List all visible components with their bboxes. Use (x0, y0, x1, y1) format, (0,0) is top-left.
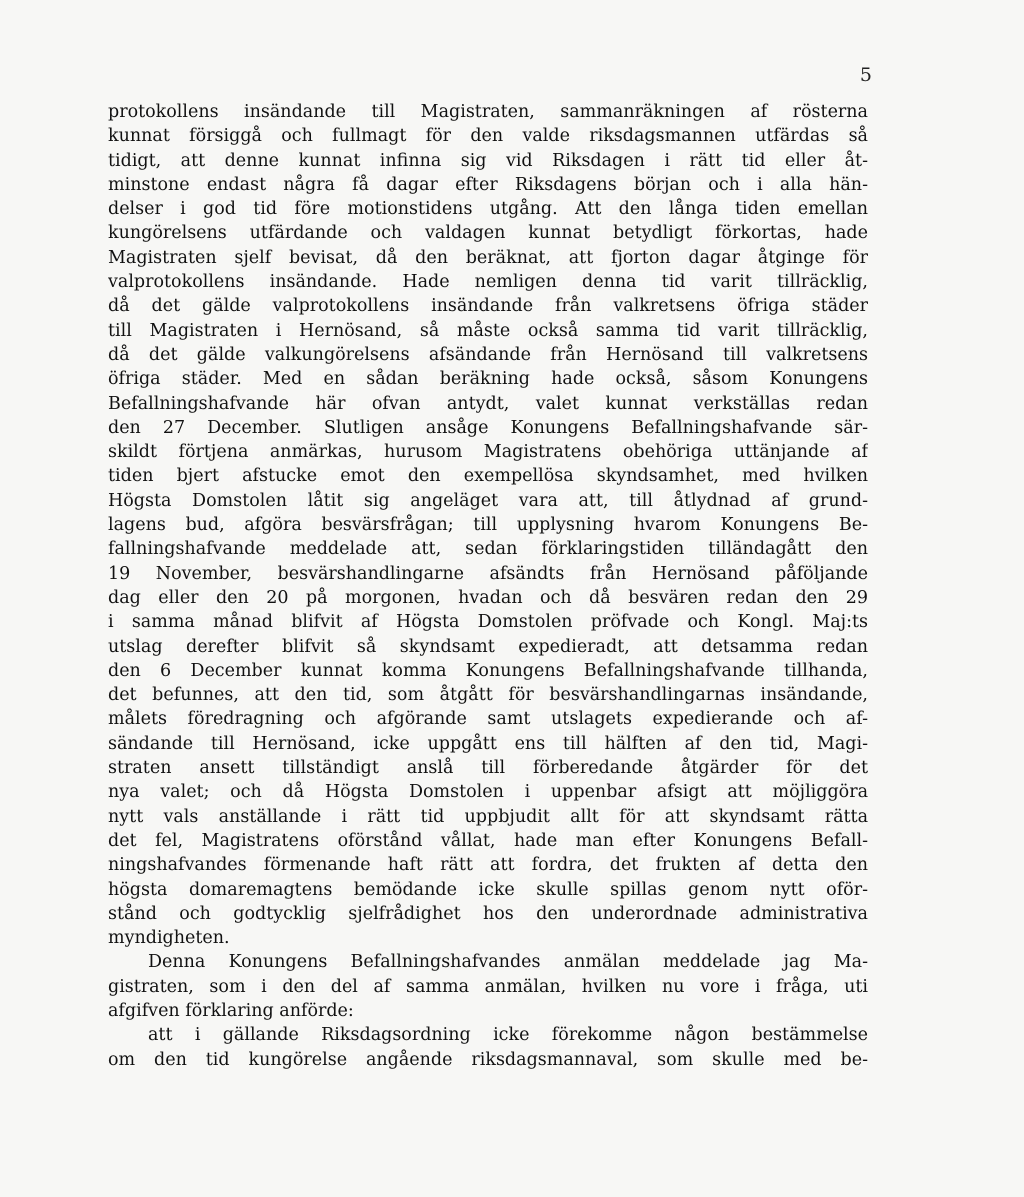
text-line: till Magistraten i Hernösand, så måste också samma tid varit tillräcklig, (108, 320, 868, 341)
text-line: det befunnes, att den tid, som åtgått för besvärshandlingarnas insändande, (108, 685, 868, 706)
body-text (108, 100, 868, 1072)
text-line: straten ansett tillständigt anslå till förberedande åtgärder för det (108, 758, 868, 779)
text-line: protokollens insändande till Magistraten, sammanräkningen af rösterna (108, 102, 868, 122)
text-line: det fel, Magistratens oförstånd vållat, hade man efter Konungens Befall- (108, 830, 868, 851)
text-line: 19 November, besvärshandlingarne afsändts från Hernösand påföljande (108, 563, 868, 584)
text-line: nytt vals anställande i rätt tid uppbjudit allt för att skyndsamt rätta (108, 806, 868, 827)
text-line: dag eller den 20 på morgonen, hvadan och då besvären redan den 29 (108, 587, 868, 608)
text-line: Magistraten sjelf bevisat, då den beräknat, att fjorton dagar åtginge för (108, 247, 868, 268)
text-line: öfriga städer. Med en sådan beräkning hade också, såsom Konungens (108, 369, 868, 390)
text-line: högsta domaremagtens bemödande icke skulle spillas genom nytt oför- (108, 879, 868, 900)
text-line: fallningshafvande meddelade att, sedan förklaringstiden tilländagått den (108, 539, 868, 560)
text-line: afgifven förklaring anförde: (108, 1000, 354, 1021)
text-line: kungörelsens utfärdande och valdagen kunnat betydligt förkortas, hade (108, 223, 868, 244)
text-line: sändande till Hernösand, icke uppgått ens till hälften af den tid, Magi- (108, 733, 868, 754)
text-line: ningshafvandes förmenande haft rätt att fordra, det frukten af detta den (108, 855, 868, 876)
text-line: delser i god tid före motionstidens utgång. Att den långa tiden emellan (108, 199, 868, 220)
text-line: tidigt, att denne kunnat infinna sig vid Riksdagen i rätt tid eller åt- (108, 150, 868, 171)
text-line: då det gälde valprotokollens insändande från valkretsens öfriga städer (108, 296, 868, 317)
text-line: nya valet; och då Högsta Domstolen i uppenbar afsigt att möjliggöra (108, 782, 868, 803)
text-line: kunnat försiggå och fullmagt för den valde riksdagsmannen utfärdas så (108, 126, 868, 147)
text-line: Denna Konungens Befallningshafvandes anmälan meddelade jag Ma- (148, 952, 868, 973)
text-line: skildt förtjena anmärkas, hurusom Magistratens obehöriga uttänjande af (108, 442, 868, 463)
text-line: myndigheten. (108, 928, 230, 949)
text-line: gistraten, som i den del af samma anmälan, hvilken nu vore i fråga, uti (108, 976, 868, 997)
text-line: i samma månad blifvit af Högsta Domstolen pröfvade och Kongl. Maj:ts (108, 612, 868, 633)
text-line: målets föredragning och afgörande samt utslagets expedierande och af- (108, 709, 868, 730)
page-number: 5 (859, 64, 872, 86)
text-line: utslag derefter blifvit så skyndsamt expedieradt, att detsamma redan (108, 636, 868, 657)
text-line: stånd och godtycklig sjelfrådighet hos den underordnade administrativa (108, 903, 868, 924)
text-line: då det gälde valkungörelsens afsändande från Hernösand till valkretsens (108, 344, 868, 365)
text-line: tiden bjert afstucke emot den exempellösa skyndsamhet, med hvilken (108, 466, 868, 487)
text-line: den 6 December kunnat komma Konungens Befallningshafvande tillhanda, (108, 660, 868, 681)
text-line: valprotokollens insändande. Hade nemligen denna tid varit tillräcklig, (108, 272, 868, 293)
text-line: Befallningshafvande här ofvan antydt, valet kunnat verkställas redan (108, 393, 868, 414)
text-line: om den tid kungörelse angående riksdagsmannaval, som skulle med be- (108, 1049, 868, 1070)
text-line: minstone endast några få dagar efter Riksdagens början och i alla hän- (108, 174, 868, 195)
text-line: Högsta Domstolen låtit sig angeläget vara att, till åtlydnad af grund- (108, 490, 868, 511)
text-line: lagens bud, afgöra besvärsfrågan; till upplysning hvarom Konungens Be- (108, 515, 868, 536)
text-line: att i gällande Riksdagsordning icke förekomme någon bestämmelse (148, 1025, 868, 1046)
text-line: den 27 December. Slutligen ansåge Konungens Befallningshafvande sär- (108, 417, 868, 438)
